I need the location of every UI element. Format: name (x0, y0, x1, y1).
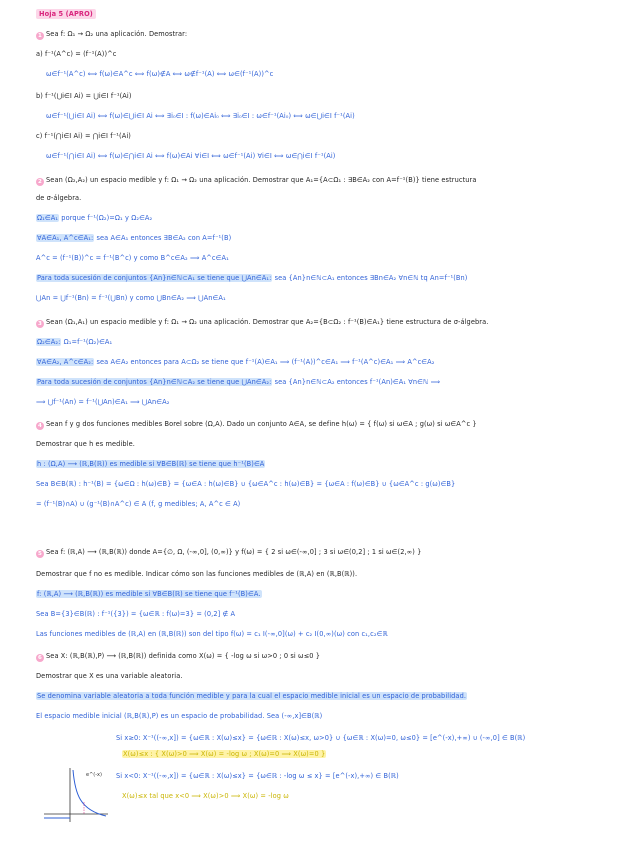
exercise-6-line-2: Si x≥0: X⁻¹((-∞,x]) = {ω∈ℝ : X(ω)≤x} = {ω∈ℝ : X(ω)≤x, ω>0} ∪ {ω∈ℝ : X(ω)=0, ω≤0} = [e^(-x),+∞) ∪ (-∞,0] ∈ B(ℝ) (116, 734, 526, 742)
exercise-3-line-4: ⟹ ⋃f⁻¹(An) = f⁻¹(⋃An)∈A₁ ⟹ ⋃An∈A₂ (36, 398, 170, 406)
exercise-2-line-2: ∀A∈A₁, A^c∈A₁: sea A∈A₁ entonces ∃B∈A₂ con A=f⁻¹(B) (37, 234, 232, 242)
exercise-1a-proof: ω∈f⁻¹(A^c) ⟺ f(ω)∈A^c ⟺ f(ω)∉A ⟺ ω∉f⁻¹(A) ⟺ ω∈(f⁻¹(A))^c (46, 70, 274, 78)
exercise-1b-claim: b) f⁻¹(⋃i∈I Ai) = ⋃i∈I f⁻¹(Ai) (36, 92, 132, 100)
exercise-2-line-1: Ω₁∈A₁ porque f⁻¹(Ω₂)=Ω₁ y Ω₂∈A₂ (37, 214, 153, 222)
exercise-4-line-2: Sea B∈B(ℝ) : h⁻¹(B) = {ω∈Ω : h(ω)∈B} = {ω∈A : h(ω)∈B} ∪ {ω∈A^c : h(ω)∈B} = {ω∈A : f(ω)∈B} ∪ {ω∈A^c : g(ω)∈B} (36, 480, 456, 488)
exercise-5-statement: 5 Sea f: (ℝ,A) ⟶ (ℝ,B(ℝ)) donde A={∅, Ω, (-∞,0], (0,∞)} y f(ω) = { 2 si ω∈(-∞,0] ; 3 si ω∈(0,2] ; 1 si ω∈(2,∞) } (36, 548, 421, 558)
graph-label: e^(-x) (86, 772, 102, 778)
log-graph-sketch (40, 764, 110, 824)
exercise-2-line-4: Para toda sucesión de conjuntos {An}n∈ℕ⊂A₁ se tiene que ⋃An∈A₁: sea {An}n∈ℕ⊂A₁ entonces ∃Bn∈A₂ ∀n∈ℕ tq An=f⁻¹(Bn) (37, 274, 468, 282)
exercise-6-line-1: El espacio medible inicial (ℝ,B(ℝ),P) es un espacio de probabilidad. Sea (-∞,x]∈B(ℝ) (36, 712, 323, 720)
page-title: Hoja 5 (APRO) (36, 10, 96, 19)
exercise-1c-claim: c) f⁻¹(⋂i∈I Ai) = ⋂i∈I f⁻¹(Ai) (36, 132, 131, 140)
exercise-2-statement: 2 Sean (Ω₂,A₂) un espacio medible y f: Ω₁ → Ω₂ una aplicación. Demostrar que A₁={A⊂Ω₁ : ∃B∈A₂ con A=f⁻¹(B)} tiene estructura (36, 176, 477, 186)
exercise-1-statement: 1 Sea f: Ω₁ → Ω₂ una aplicación. Demostrar: (36, 30, 187, 40)
exercise-6-line-3: X(ω)≤x : { X(ω)>0 ⟹ X(ω) = -log ω ; X(ω)=0 ⟹ X(ω)=0 } (123, 750, 326, 758)
exercise-5-line-3: Las funciones medibles de (ℝ,A) en (ℝ,B(ℝ)) son del tipo f(ω) = c₁ I(-∞,0](ω) + c₂ I(0,∞)(ω) con c₁,c₂∈ℝ (36, 630, 388, 638)
exercise-2-line-5: ⋃An = ⋃f⁻¹(Bn) = f⁻¹(⋃Bn) y como ⋃Bn∈A₂ ⟹ ⋃An∈A₁ (36, 294, 226, 302)
exercise-6-definition: Se denomina variable aleatoria a toda función medible y para la cual el espacio medible inicial es un espacio de probabilidad. (37, 692, 467, 700)
exercise-4-line-1: h : (Ω,A) ⟶ (ℝ,B(ℝ)) es medible si ∀B∈B(ℝ) se tiene que h⁻¹(B)∈A (37, 460, 265, 468)
exercise-3-line-1: Ω₂∈A₂: Ω₁=f⁻¹(Ω₂)∈A₁ (37, 338, 113, 346)
exercise-3-line-2: ∀A∈A₂, A^c∈A₂: sea A∈A₂ entonces para A⊂Ω₂ se tiene que f⁻¹(A)∈A₁ ⟹ (f⁻¹(A))^c∈A₁ ⟹ f⁻¹(A^c)∈A₁ ⟹ A^c∈A₂ (37, 358, 435, 366)
exercise-6-line-5: X(ω)≤x tal que x<0 ⟹ X(ω)>0 ⟹ X(ω) = -log ω (122, 792, 289, 800)
exercise-5-line-1: f: (ℝ,A) ⟶ (ℝ,B(ℝ)) es medible si ∀B∈B(ℝ) se tiene que f⁻¹(B)∈A. (37, 590, 261, 598)
exercise-6-statement-cont: Demostrar que X es una variable aleatoria. (36, 672, 183, 680)
exercise-3-line-3: Para toda sucesión de conjuntos {An}n∈ℕ⊂A₂ se tiene que ⋃An∈A₂: sea {An}n∈ℕ⊂A₂ entonces f⁻¹(An)∈A₁ ∀n∈ℕ ⟹ (37, 378, 441, 386)
exercise-3-statement: 3 Sean (Ω₁,A₁) un espacio medible y f: Ω₁ → Ω₂ una aplicación. Demostrar que A₂={B⊂Ω₂ : f⁻¹(B)∈A₁} tiene estructura de σ-álgebra. (36, 318, 488, 328)
exercise-4-statement: 4 Sean f y g dos funciones medibles Borel sobre (Ω,A). Dado un conjunto A∈A, se define h(ω) = { f(ω) si ω∈A ; g(ω) si ω∈A^c } (36, 420, 477, 430)
exercise-4-line-3: = (f⁻¹(B)∩A) ∪ (g⁻¹(B)∩A^c) ∈ A (f, g medibles; A, A^c ∈ A) (36, 500, 241, 508)
exercise-1b-proof: ω∈f⁻¹(⋃i∈I Ai) ⟺ f(ω)∈⋃i∈I Ai ⟺ ∃i₀∈I : f(ω)∈Ai₀ ⟺ ∃i₀∈I : ω∈f⁻¹(Ai₀) ⟺ ω∈⋃i∈I f⁻¹(Ai) (46, 112, 355, 120)
exercise-2-line-3: A^c = (f⁻¹(B))^c = f⁻¹(B^c) y como B^c∈A₂ ⟹ A^c∈A₁ (36, 254, 229, 262)
exercise-6-line-4: Si x<0: X⁻¹((-∞,x]) = {ω∈ℝ : X(ω)≤x} = {ω∈ℝ : -log ω ≤ x} = [e^(-x),+∞) ∈ B(ℝ) (116, 772, 399, 780)
exercise-6-statement: 6 Sea X: (ℝ,B(ℝ),P) ⟶ (ℝ,B(ℝ)) definida como X(ω) = { -log ω si ω>0 ; 0 si ω≤0 } (36, 652, 320, 662)
exercise-1a-claim: a) f⁻¹(A^c) = (f⁻¹(A))^c (36, 50, 117, 58)
exercise-2-statement-cont: de σ-álgebra. (36, 194, 82, 202)
exercise-4-statement-cont: Demostrar que h es medible. (36, 440, 135, 448)
exercise-5-line-2: Sea B={3}∈B(ℝ) : f⁻¹({3}) = {ω∈ℝ : f(ω)=3} = (0,2] ∉ A (36, 610, 236, 618)
exercise-1c-proof: ω∈f⁻¹(⋂i∈I Ai) ⟺ f(ω)∈⋂i∈I Ai ⟺ f(ω)∈Ai ∀i∈I ⟺ ω∈f⁻¹(Ai) ∀i∈I ⟺ ω∈⋂i∈I f⁻¹(Ai) (46, 152, 336, 160)
exercise-5-statement-cont: Demostrar que f no es medible. Indicar cómo son las funciones medibles de (ℝ,A) en (ℝ,B(ℝ)). (36, 570, 358, 578)
